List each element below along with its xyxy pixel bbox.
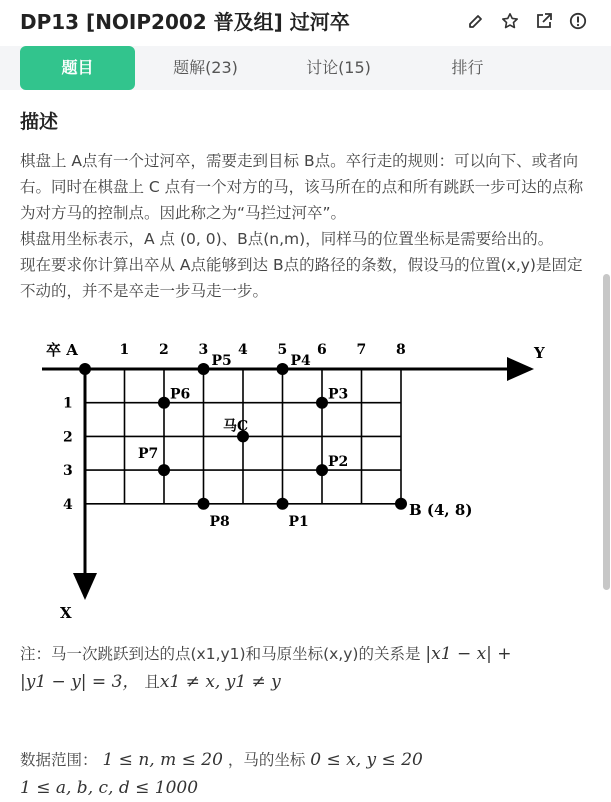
range-formula-1: 1 ≤ n, m ≤ 20 [102, 750, 223, 770]
target-label: B (4, 8) [409, 500, 473, 519]
board-svg [36, 332, 556, 628]
tab-problem[interactable]: 题目 [20, 46, 135, 90]
page-title: DP13 [NOIP2002 普及组] 过河卒 [20, 10, 350, 34]
control-point [277, 498, 289, 510]
scrollbar[interactable] [602, 96, 611, 794]
control-point-label: P3 [328, 386, 349, 403]
control-point [198, 363, 210, 375]
row-labels [63, 396, 73, 513]
star-icon[interactable] [499, 10, 521, 32]
column-label: 7 [356, 342, 367, 358]
info-icon[interactable] [567, 10, 589, 32]
board-diagram [36, 332, 556, 628]
column-label: 3 [198, 342, 209, 358]
range-mid: ，马的坐标 [227, 751, 306, 769]
control-point [316, 397, 328, 409]
range-formula-2: 0 ≤ x, y ≤ 20 [310, 750, 423, 770]
page-header [0, 0, 611, 42]
control-point-label: P2 [328, 454, 349, 471]
row-label: 1 [63, 395, 73, 412]
target-point [395, 498, 407, 510]
control-point-label: P4 [290, 353, 311, 369]
control-point-label: P5 [211, 353, 232, 369]
origin-label: 卒 A [46, 341, 78, 359]
section-title: 描述 [20, 111, 59, 133]
control-point [198, 498, 210, 510]
control-point-label: P7 [138, 446, 159, 463]
problem-content [20, 96, 595, 304]
note-mid: 且 [144, 673, 160, 691]
row-label: 3 [63, 463, 73, 480]
x-axis-label: X [60, 604, 72, 622]
control-point-label: P8 [209, 513, 230, 530]
tab-discussion[interactable]: 讨论(15) [306, 58, 371, 77]
column-labels [120, 342, 406, 358]
row-label: 2 [63, 429, 73, 446]
tab-solutions[interactable]: 题解(23) [173, 58, 238, 77]
control-point [277, 363, 289, 375]
note-formula-1: |x1 − x| + [425, 644, 512, 664]
row-label: 4 [63, 496, 73, 513]
column-label: 4 [238, 342, 248, 358]
range-formula-3: 1 ≤ a, b, c, d ≤ 1000 [20, 778, 199, 798]
note-formula-2: |y1 − y| = 3， [20, 672, 140, 692]
tab-ranking[interactable]: 排行 [451, 58, 484, 77]
note-block [20, 640, 595, 696]
description-paragraph: 棋盘上 A点有一个过河卒，需要走到目标 B点。卒行走的规则：可以向下、或者向右。同时在棋盘上 C 点有一个对方的马，该马所在的点和所有跳跃一步可达的点称为对方马的控制点。因此称之为“马拦过河卒”。 [20, 152, 584, 222]
column-label: 8 [396, 342, 406, 358]
column-label: 6 [317, 342, 327, 358]
control-point [316, 464, 328, 476]
scrollbar-thumb[interactable] [603, 274, 610, 590]
column-label: 1 [119, 342, 130, 358]
external-link-icon[interactable] [533, 10, 555, 32]
note-prefix: 注：马一次跳跃到达的点(x1,y1)和马原坐标(x,y)的关系是 [20, 645, 421, 663]
header-actions [465, 10, 589, 32]
description-paragraph: 现在要求你计算出卒从 A点能够到达 B点的路径的条数，假设马的位置(x,y)是固定不动的，并不是卒走一步马走一步。 [20, 256, 583, 300]
horse-label: 马C [223, 418, 249, 435]
description-paragraph: 棋盘用坐标表示，A 点 (0, 0)、B点(n,m)，同样马的位置坐标是需要给出的。 [20, 230, 554, 248]
origin-point [79, 363, 91, 375]
note-formula-3: x1 ≠ x, y1 ≠ y [159, 672, 281, 692]
control-point [158, 397, 170, 409]
y-axis-label: Y [534, 344, 545, 362]
control-point-label: P6 [170, 386, 191, 403]
edit-icon[interactable] [465, 10, 487, 32]
tab-bar [0, 46, 611, 90]
range-prefix: 数据范围： [20, 751, 98, 769]
column-label: 2 [159, 342, 169, 358]
column-label: 5 [277, 342, 288, 358]
control-point-label: P1 [288, 513, 309, 530]
control-point [158, 464, 170, 476]
